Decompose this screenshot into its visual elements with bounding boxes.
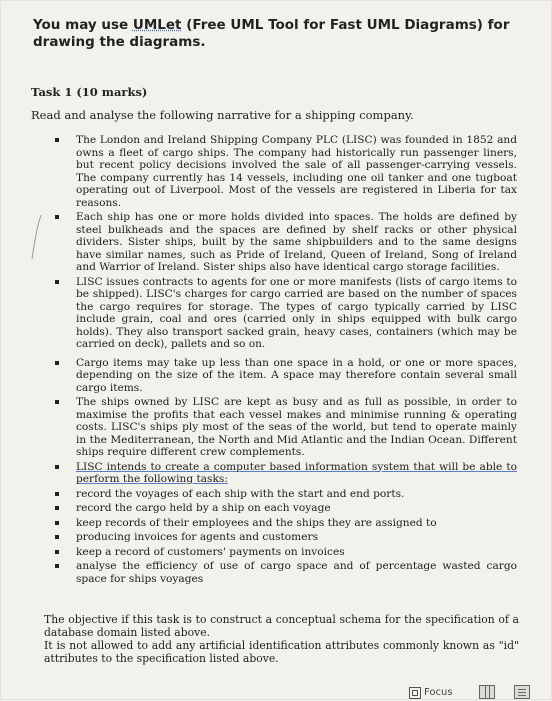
list-item: LISC issues contracts to agents for one or more manifests (lists of cargo items to be shipped). LISC's charges for cargo carried are based on the number of spaces the cargo requires for storage. The types of cargo typically carried by LISC include grain, coal and ores (carried only in ships equipped with bulk cargo holds). They also transport sacked grain, heavy cases, containers (which may be carried on deck), pallets and so on.: [55, 276, 517, 351]
objective-line-1: The objective if this task is to construct a conceptual schema for the specification of a database domain listed above.: [44, 613, 519, 639]
list-item: record the cargo held by a ship on each voyage: [55, 502, 517, 515]
pencil-mark-icon: [29, 213, 45, 261]
focus-label: Focus: [424, 687, 453, 698]
bullet-icon: [55, 521, 59, 525]
list-item: The London and Ireland Shipping Company PLC (LISC) was founded in 1852 and owns a fleet of cargo ships. The company had historically run passenger liners, but recent policy decisions involved the sale of all passenger-carrying vessels. The company currently has 14 vessels, including one oil tanker and one tugboat operating out of Liverpool. Most of the vessels are registered in Liberia for tax reasons.: [55, 134, 517, 209]
bullet-icon: [55, 564, 59, 568]
list-item: record the voyages of each ship with the start and end ports.: [55, 488, 517, 501]
list-item: [55, 461, 517, 486]
focus-button[interactable]: [409, 684, 457, 701]
computer-based-link[interactable]: LISC intends to create a computer based information system that will be able to perform the following tasks:: [76, 460, 517, 485]
bullet-icon: [55, 492, 59, 496]
narrative-list: [55, 134, 517, 587]
objective-line-2: It is not allowed to add any artificial identification attributes commonly known as "id" attributes to the specification listed above.: [44, 639, 519, 665]
umlet-link[interactable]: UMLet: [132, 17, 182, 33]
bullet-icon: [55, 535, 59, 539]
bullet-icon: [55, 280, 59, 284]
list-item: analyse the efficiency of use of cargo space and of percentage wasted cargo space for ships voyages: [55, 560, 517, 585]
list-item: keep a record of customers' payments on invoices: [55, 546, 517, 559]
task-title: Task 1 (10 marks): [31, 85, 148, 99]
read-mode-icon[interactable]: [514, 685, 530, 699]
focus-icon: [409, 687, 421, 699]
print-layout-icon[interactable]: [479, 685, 495, 699]
bullet-icon: [55, 550, 59, 554]
list-item: producing invoices for agents and customers: [55, 531, 517, 544]
bullet-icon: [55, 361, 59, 365]
list-item: Each ship has one or more holds divided into spaces. The holds are defined by steel bulkheads and the spaces are defined by shelf racks or other physical dividers. Sister ships, built by the same shipbuilders and to the same designs have similar names, such as Pride of Ireland, Queen of Ireland, Song of Ireland and Warrior of Ireland. Sister ships also have identical cargo storage facilities.: [55, 211, 517, 274]
bullet-icon: [55, 465, 59, 469]
list-item: The ships owned by LISC are kept as busy and as full as possible, in order to maximise the profits that each vessel makes and minimise running & operating costs. LISC's ships ply most of the seas of the world, but tend to operate mainly in the Mediterranean, the North and Mid Atlantic and the Indian Ocean. Different ships require different crew complements.: [55, 396, 517, 459]
bullet-icon: [55, 138, 59, 142]
heading-suffix: (Free UML Tool for Fast UML Diagrams) for drawing the diagrams.: [33, 17, 510, 50]
page-heading: [33, 17, 513, 51]
heading-prefix: You may use: [33, 17, 133, 33]
task-intro: Read and analyse the following narrative for a shipping company.: [31, 108, 414, 122]
list-item: Cargo items may take up less than one space in a hold, or one or more spaces, depending on the size of the item. A space may therefore contain several small cargo items.: [55, 357, 517, 395]
bullet-icon: [55, 400, 59, 404]
bullet-icon: [55, 215, 59, 219]
objective-text: [44, 613, 519, 665]
bullet-icon: [55, 506, 59, 510]
list-item: keep records of their employees and the ships they are assigned to: [55, 517, 517, 530]
